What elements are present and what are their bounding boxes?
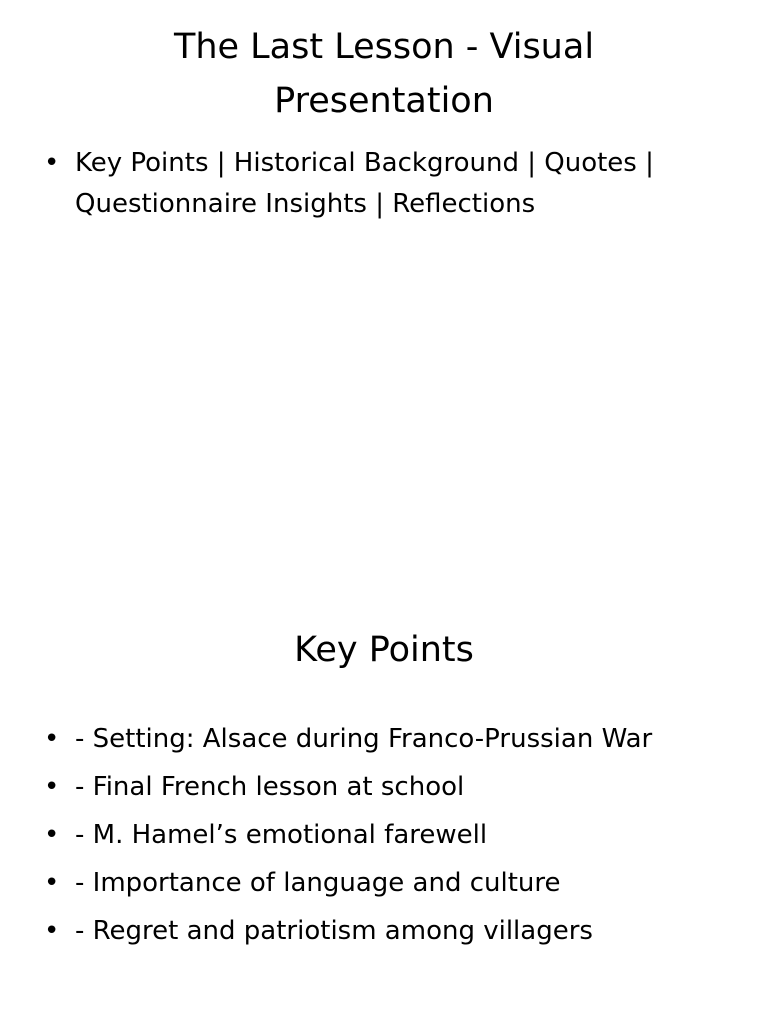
bullet-list [44,143,724,225]
list-item [44,811,724,859]
bullet-icon: • [44,772,60,802]
bullet-icon: • [44,868,60,898]
bullet-icon: • [44,148,60,178]
bullet-icon: • [44,916,60,946]
list-item [44,859,724,907]
bullet-text: - M. Hamel’s emotional farewell [75,820,488,850]
bullet-text: - Importance of language and culture [75,868,561,898]
slide-title: Key Points [294,630,474,670]
list-item [44,715,724,763]
bullet-text: - Setting: Alsace during Franco-Prussian War [75,724,653,754]
list-item [44,143,724,225]
list-item [44,907,724,955]
bullet-text: - Final French lesson at school [75,772,465,802]
bullet-text: Key Points | Historical Background | Quotes | Questionnaire Insights | Reflections [75,148,654,219]
bullet-icon: • [44,820,60,850]
slide-2 [0,512,768,1024]
slide-title: The Last Lesson - Visual Presentation [173,27,595,121]
bullet-list [44,715,724,955]
bullet-text: - Regret and patriotism among villagers [75,916,593,946]
bullet-icon: • [44,724,60,754]
list-item [44,763,724,811]
